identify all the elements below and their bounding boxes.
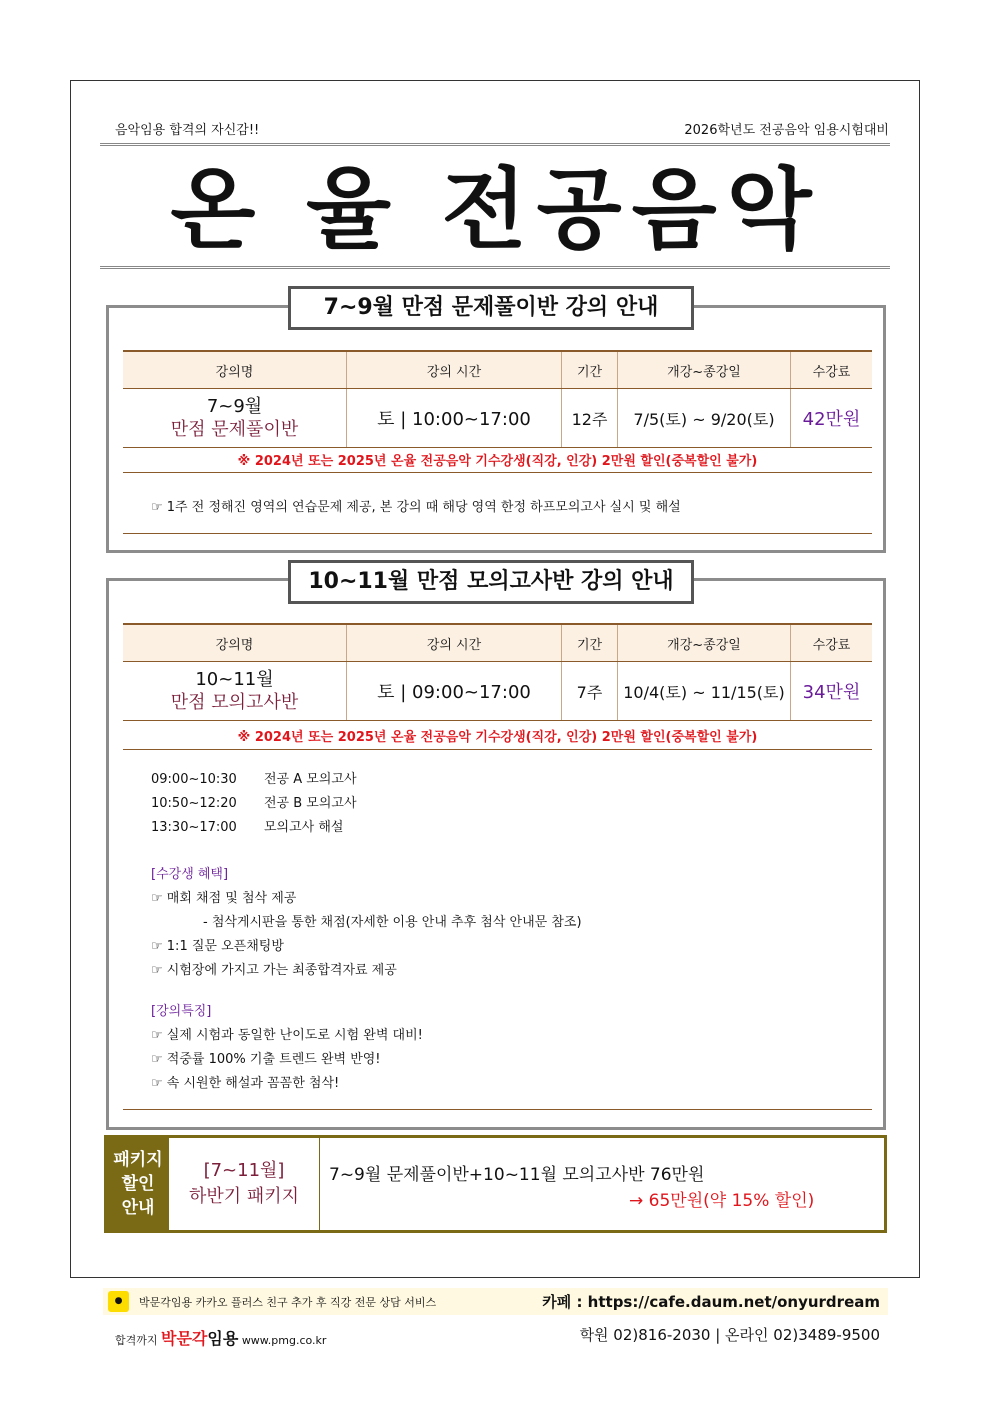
section-problem-class [106,305,886,553]
table-header-row [123,624,872,662]
col-fee: 수강료 [791,351,873,389]
lecture-dates: 10/4(토) ~ 11/15(토) [618,662,791,721]
features-heading: [강의특징] [151,1004,212,1019]
header-tagline: 음악임용 합격의 자신감!! [115,123,260,138]
lecture-time: 토 | 09:00~17:00 [347,662,562,721]
list-item: ☞ 적중률 100% 기출 트렌드 완벽 반영! [151,1052,381,1067]
benefits-heading: [수강생 혜택] [151,867,229,882]
brand-url: www.pmg.co.kr [241,1334,327,1347]
col-period: 기간 [562,351,618,389]
package-label: 패키지 할인 안내 [107,1138,169,1230]
benefits-list [151,863,582,983]
table-row [123,662,872,721]
lecture-table-1 [123,350,872,448]
list-item: ☞ 속 시원한 해설과 꼼꼼한 첨삭! [151,1076,340,1091]
divider [123,533,872,534]
schedule-item: 13:30~17:00 모의고사 해설 [151,820,344,835]
top-divider [100,143,890,146]
lecture-name [123,389,347,448]
kakao-consult-text: 박문각임용 카카오 플러스 친구 추가 후 직강 전문 상담 서비스 [139,1296,437,1309]
schedule-item: 09:00~10:30 전공 A 모의고사 [151,772,357,787]
footer-bar [103,1288,888,1315]
list-item: ☞ 시험장에 가지고 가는 최종합격자료 제공 [151,963,397,978]
divider [123,472,872,473]
section-title-1: 7~9월 만점 문제풀이반 강의 안내 [288,286,694,330]
lecture-name [123,662,347,721]
col-name: 강의명 [123,624,347,662]
contact-numbers: 학원 02)816-2030 | 온라인 02)3489-9500 [579,1326,880,1344]
lecture-fee: 34만원 [791,662,873,721]
col-fee: 수강료 [791,624,873,662]
lecture-name-line2: 만점 모의고사반 [170,692,299,713]
list-item: ☞ 매회 채점 및 첨삭 제공 [151,891,297,906]
divider [123,1109,872,1110]
list-item: - 첨삭게시판을 통한 채점(자세한 이용 안내 추후 첨삭 안내문 참조) [203,915,582,930]
header-exam-year: 2026학년도 전공음악 임용시험대비 [684,123,889,138]
brand-logo: 합격까지 박문각임용 www.pmg.co.kr [115,1329,327,1348]
list-item: ☞ 실제 시험과 동일한 난이도로 시험 완벽 대비! [151,1028,423,1043]
table-header-row [123,351,872,389]
schedule-item: 10:50~12:20 전공 B 모의고사 [151,796,357,811]
discount-note: ※ 2024년 또는 2025년 온율 전공음악 기수강생(직강, 인강) 2만원 할인(중복할인 불가) [237,730,758,745]
section-mock-exam-class [106,578,886,1130]
lecture-fee: 42만원 [791,389,873,448]
package-discount-box [104,1135,887,1233]
col-period: 기간 [562,624,618,662]
discount-note: ※ 2024년 또는 2025년 온율 전공음악 기수강생(직강, 인강) 2만원 할인(중복할인 불가) [237,454,758,469]
schedule-list [151,768,357,840]
col-name: 강의명 [123,351,347,389]
col-dates: 개강~종강일 [618,624,791,662]
package-price: → 65만원(약 15% 할인) [629,1191,815,1211]
lecture-period: 12주 [562,389,618,448]
col-time: 강의 시간 [347,624,562,662]
lecture-table-2 [123,623,872,721]
features-list [151,1000,423,1096]
lecture-dates: 7/5(토) ~ 9/20(토) [618,389,791,448]
cafe-link[interactable]: 카페 : https://cafe.daum.net/onyurdream [542,1293,880,1311]
lecture-name-line1: 7~9월 [206,396,263,417]
class-description: ☞ 1주 전 정해진 영역의 연습문제 제공, 본 강의 때 해당 영역 한정 하프모의고사 실시 및 해설 [151,500,681,515]
list-item: ☞ 1:1 질문 오픈채팅방 [151,939,284,954]
section-title-2: 10~11월 만점 모의고사반 강의 안내 [288,560,694,604]
lecture-name-line2: 만점 문제풀이반 [170,419,299,440]
lecture-time: 토 | 10:00~17:00 [347,389,562,448]
lecture-period: 7주 [562,662,618,721]
col-time: 강의 시간 [347,351,562,389]
lecture-name-line1: 10~11월 [195,669,274,690]
package-description: 7~9월 문제풀이반+10~11월 모의고사반 76만원 [329,1165,705,1185]
page-title: 온 율 전공음악 [170,158,822,261]
title-divider [100,266,890,269]
table-row [123,389,872,448]
kakao-icon: ● [108,1291,129,1312]
package-name: [7~11월] 하반기 패키지 [169,1138,320,1230]
divider [123,749,872,750]
col-dates: 개강~종강일 [618,351,791,389]
